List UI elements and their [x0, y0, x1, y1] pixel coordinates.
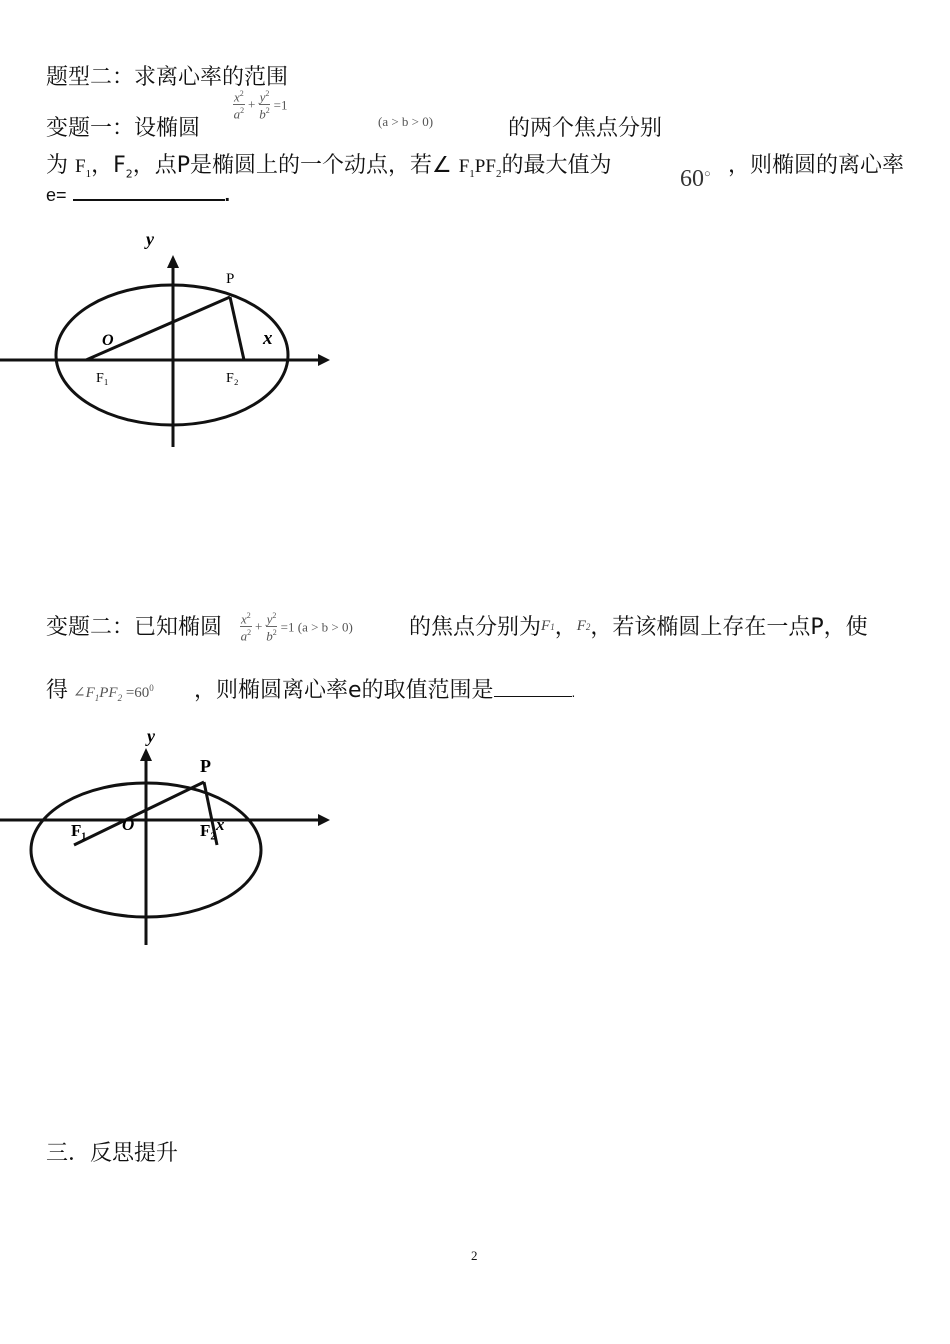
problem2-label: 变题二：已知椭圆 — [46, 615, 223, 640]
problem1-line2: 为 $F_1$，$F_2$，点P是椭圆上的一个动点，若∠ $F_1PF_2$的最大值为 — [46, 153, 612, 181]
figure2-label-p: P — [200, 756, 211, 776]
figure1-segment-f1p — [86, 297, 230, 360]
figure1-label-x: x — [263, 328, 273, 349]
problem2-ellipse-equation: $\frac{x^2}{a^2}$ + $\frac{y^2}{b^2}$ =1 (a > b > 0) — [240, 611, 353, 644]
section-three-title: 三．反思提升 — [46, 1141, 179, 1166]
problem1-answer-blank[interactable] — [73, 199, 225, 201]
figure1-label-o: O — [102, 332, 114, 349]
problem2-line2: ，则椭圆离心率e的取值范围是 . — [194, 678, 576, 703]
figure2-ellipse-diagram — [0, 720, 340, 950]
figure2-label-x: x — [216, 815, 225, 834]
problem1-ellipse-equation: $\frac{x^2}{a^2}$ + $\frac{y^2}{b^2}$ =1 — [233, 89, 288, 122]
problem2-line2-start: 得 — [46, 678, 69, 703]
figure1-y-arrow — [167, 255, 179, 268]
figure1-label-f2: F₂ — [226, 371, 239, 386]
figure2-label-y: y — [147, 726, 155, 746]
problem2-angle-expression: $\angle F_1PF_2 =60^0$ — [73, 683, 154, 703]
problem1-answer-line: e= . — [46, 184, 231, 206]
figure1-segment-pf2 — [230, 297, 244, 360]
figure1-label-f1: F₁ — [96, 371, 109, 386]
problem1-angle-value: 60○ — [680, 166, 711, 192]
figure2-x-arrow — [318, 814, 330, 826]
figure2-label-f2: F₂ — [200, 821, 216, 840]
problem2-line1: 的焦点分别为F1，F2，若该椭圆上存在一点P，使 — [409, 615, 868, 640]
figure1-x-arrow — [318, 354, 330, 366]
figure1-label-y: y — [146, 229, 154, 249]
page-number: 2 — [471, 1248, 478, 1263]
figure2-label-f1: F₁ — [71, 821, 87, 840]
problem1-condition: (a > b > 0) — [378, 114, 434, 129]
problem2-answer-blank[interactable] — [494, 696, 572, 697]
figure2-label-o: O — [122, 815, 135, 834]
problem1-line1-tail: 的两个焦点分别 — [508, 116, 663, 141]
problem1-line2-end: ，则椭圆的离心率 — [728, 153, 905, 178]
problem1-label: 变题一：设椭圆 — [46, 116, 201, 141]
figure1-label-p: P — [226, 271, 235, 287]
section-two-title: 题型二：求离心率的范围 — [46, 65, 289, 90]
figure1-ellipse-diagram — [0, 215, 340, 455]
figure2-y-arrow — [140, 748, 152, 761]
